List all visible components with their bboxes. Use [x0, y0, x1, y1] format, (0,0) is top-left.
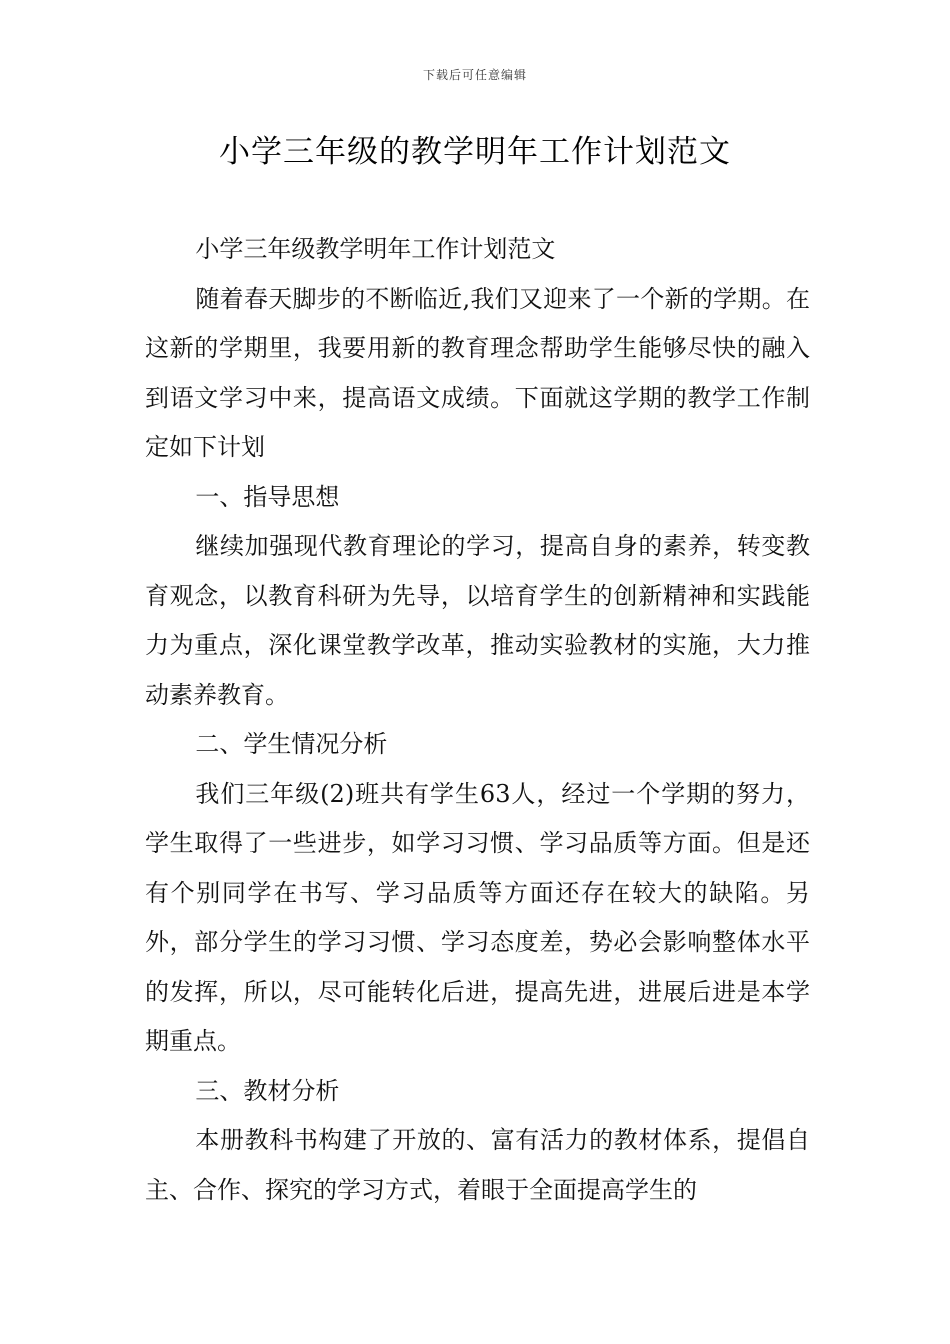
document-title: 小学三年级的教学明年工作计划范文 [219, 134, 731, 170]
section-heading-guiding-thought: 一、指导思想 [195, 482, 340, 511]
paragraph-subtitle: 小学三年级教学明年工作计划范文 [195, 235, 556, 263]
header-note: 下载后可任意编辑 [422, 68, 527, 82]
document-body [145, 225, 810, 1215]
section-heading-student-analysis: 二、学生情况分析 [195, 730, 388, 758]
paragraph-student-analysis: 我们三年级(2)班共有学生63人，经过一个学期的努力，学生取得了一些进步，如学习习惯、学习品质等方面。但是还有个别同学在书写、学习品质等方面还存在较大的缺陷。另外，部分学生的学习习惯、学习态度差，势必会影响整体水平的发挥，所以，尽可能转化后进，提高先进，进展后进是本学期重点。 [145, 779, 810, 1055]
paragraph-guiding-thought: 继续加强现代教育理论的学习，提高自身的素养，转变教育观念，以教育科研为先导，以培育学生的创新精神和实践能力为重点，深化课堂教学改革，推动实验教材的实施，大力推动素养教育。 [145, 532, 810, 709]
section-heading-textbook-analysis: 三、教材分析 [195, 1076, 340, 1105]
paragraph-textbook-analysis: 本册教科书构建了开放的、富有活力的教材体系，提倡自主、合作、探究的学习方式，着眼于全面提高学生的 [145, 1126, 810, 1204]
paragraph-intro: 随着春天脚步的不断临近,我们又迎来了一个新的学期。在这新的学期里，我要用新的教育理念帮助学生能够尽快的融入到语文学习中来，提高语文成绩。下面就这学期的教学工作制定如下计划 [145, 284, 810, 461]
